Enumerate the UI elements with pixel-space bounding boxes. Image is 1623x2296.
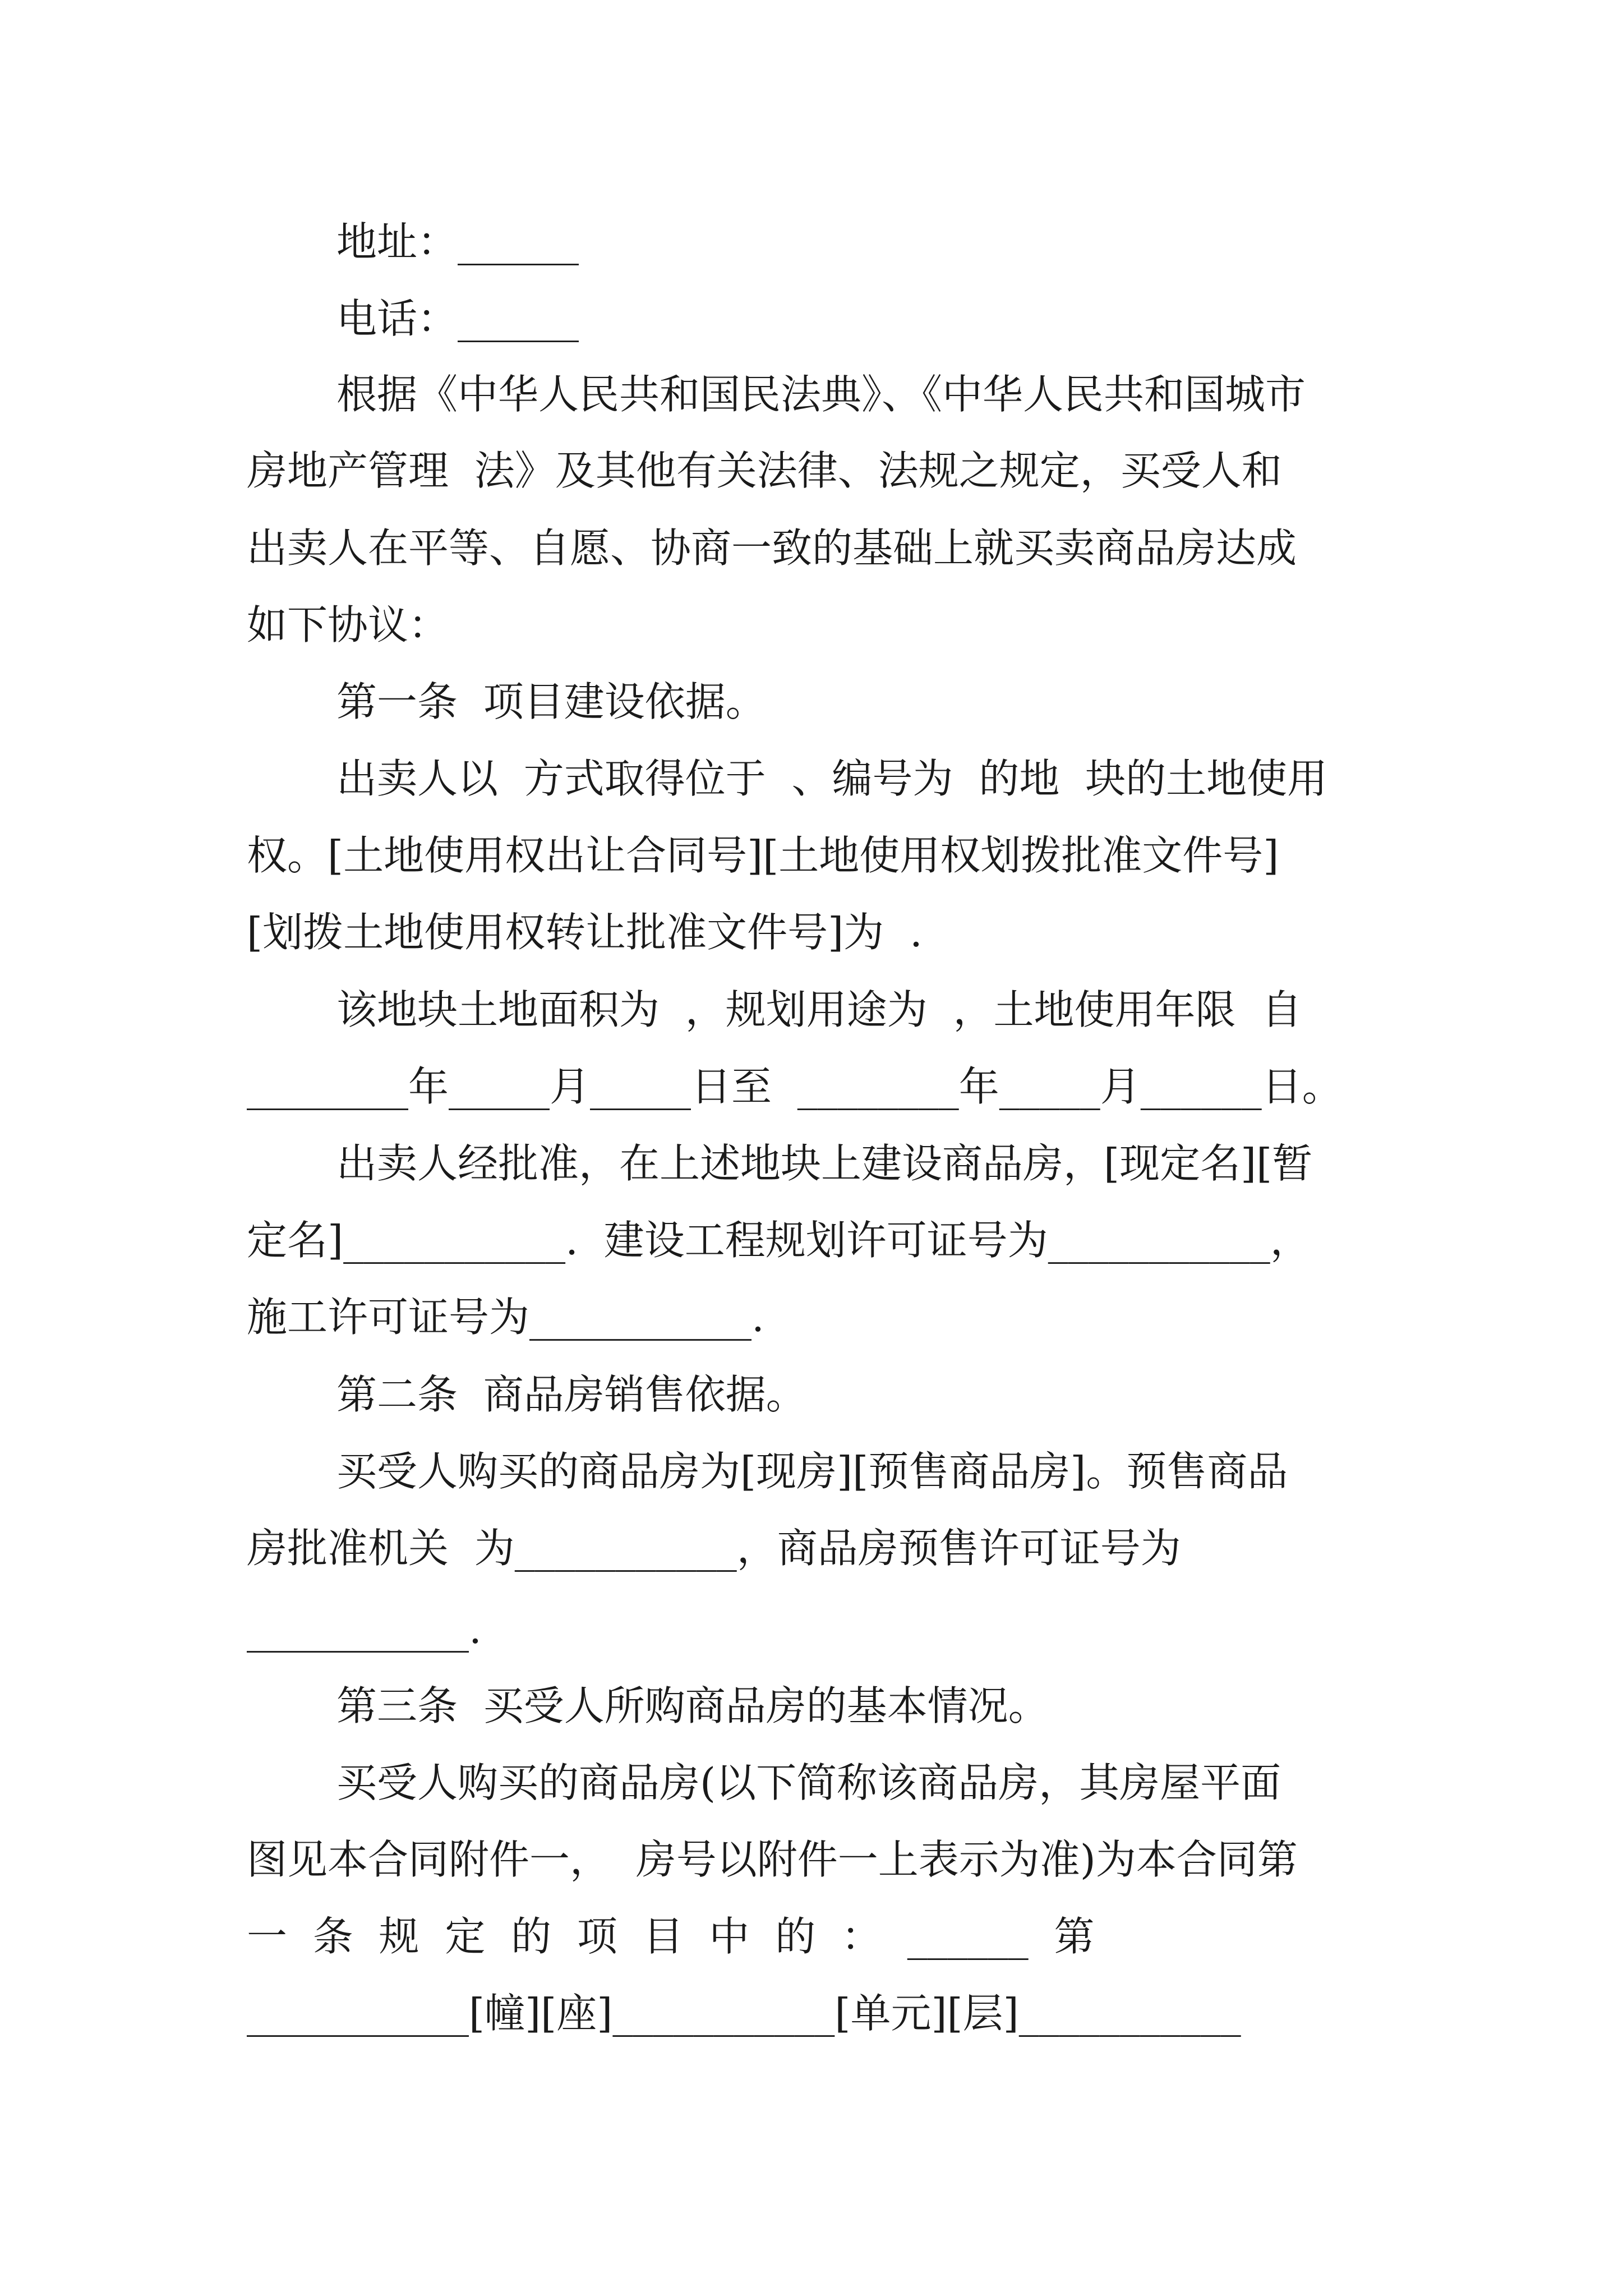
article-1-line-8: 施工许可证号为___________. xyxy=(247,1294,764,1341)
article-2-line-2: 房批准机关 为___________，商品房预售许可证号为 xyxy=(247,1525,1181,1572)
phone-line: 电话：______ xyxy=(336,295,579,342)
preamble-line-3: 出卖人在平等、自愿、协商一致的基础上就买卖商品房达成 xyxy=(247,524,1297,572)
address-line: 地址：______ xyxy=(336,218,579,265)
article-1-heading: 第一条 项目建设依据。 xyxy=(336,678,766,725)
article-1-line-1: 出卖人以 方式取得位于 、编号为 的地 块的土地使用 xyxy=(336,755,1328,802)
article-1-line-5: ________年_____月_____日至 ________年_____月______日。 xyxy=(247,1063,1343,1110)
article-1-line-3: [划拨土地使用权转让批准文件号]为 . xyxy=(247,909,923,956)
preamble-line-2: 房地产管理 法》及其他有关法律、法规之规定，买受人和 xyxy=(247,447,1282,494)
preamble-line-4: 如下协议： xyxy=(247,601,449,648)
article-1-line-7: 定名]___________. 建设工程规划许可证号为___________， xyxy=(247,1217,1311,1264)
article-1-line-2: 权。[土地使用权出让合同号][土地使用权划拨批准文件号] xyxy=(247,832,1279,879)
article-3-line-1: 买受人购买的商品房(以下简称该商品房，其房屋平面 xyxy=(336,1759,1281,1806)
article-3-line-2: 图见本合同附件一， 房号以附件一上表示为准)为本合同第 xyxy=(247,1836,1298,1883)
article-1-line-6: 出卖人经批准，在上述地块上建设商品房，[现定名][暂 xyxy=(336,1140,1313,1187)
article-2-line-1: 买受人购买的商品房为[现房][预售商品房]。预售商品 xyxy=(336,1448,1288,1495)
article-3-line-4: ___________[幢][座]___________[单元][层]___________ xyxy=(247,1990,1241,2037)
article-2-line-3: ___________. xyxy=(247,1605,482,1653)
preamble-line-1: 根据《中华人民共和国民法典》、《中华人民共和国城市 xyxy=(336,371,1306,418)
article-3-heading: 第三条 买受人所购商品房的基本情况。 xyxy=(336,1682,1049,1729)
article-2-heading: 第二条 商品房销售依据。 xyxy=(336,1371,806,1418)
article-3-line-3: 一 条 规 定 的 项 目 中 的 ： ______ 第 xyxy=(247,1913,1095,1960)
article-1-line-4: 该地块土地面积为 ，规划用途为 ，土地使用年限 自 xyxy=(336,986,1302,1033)
